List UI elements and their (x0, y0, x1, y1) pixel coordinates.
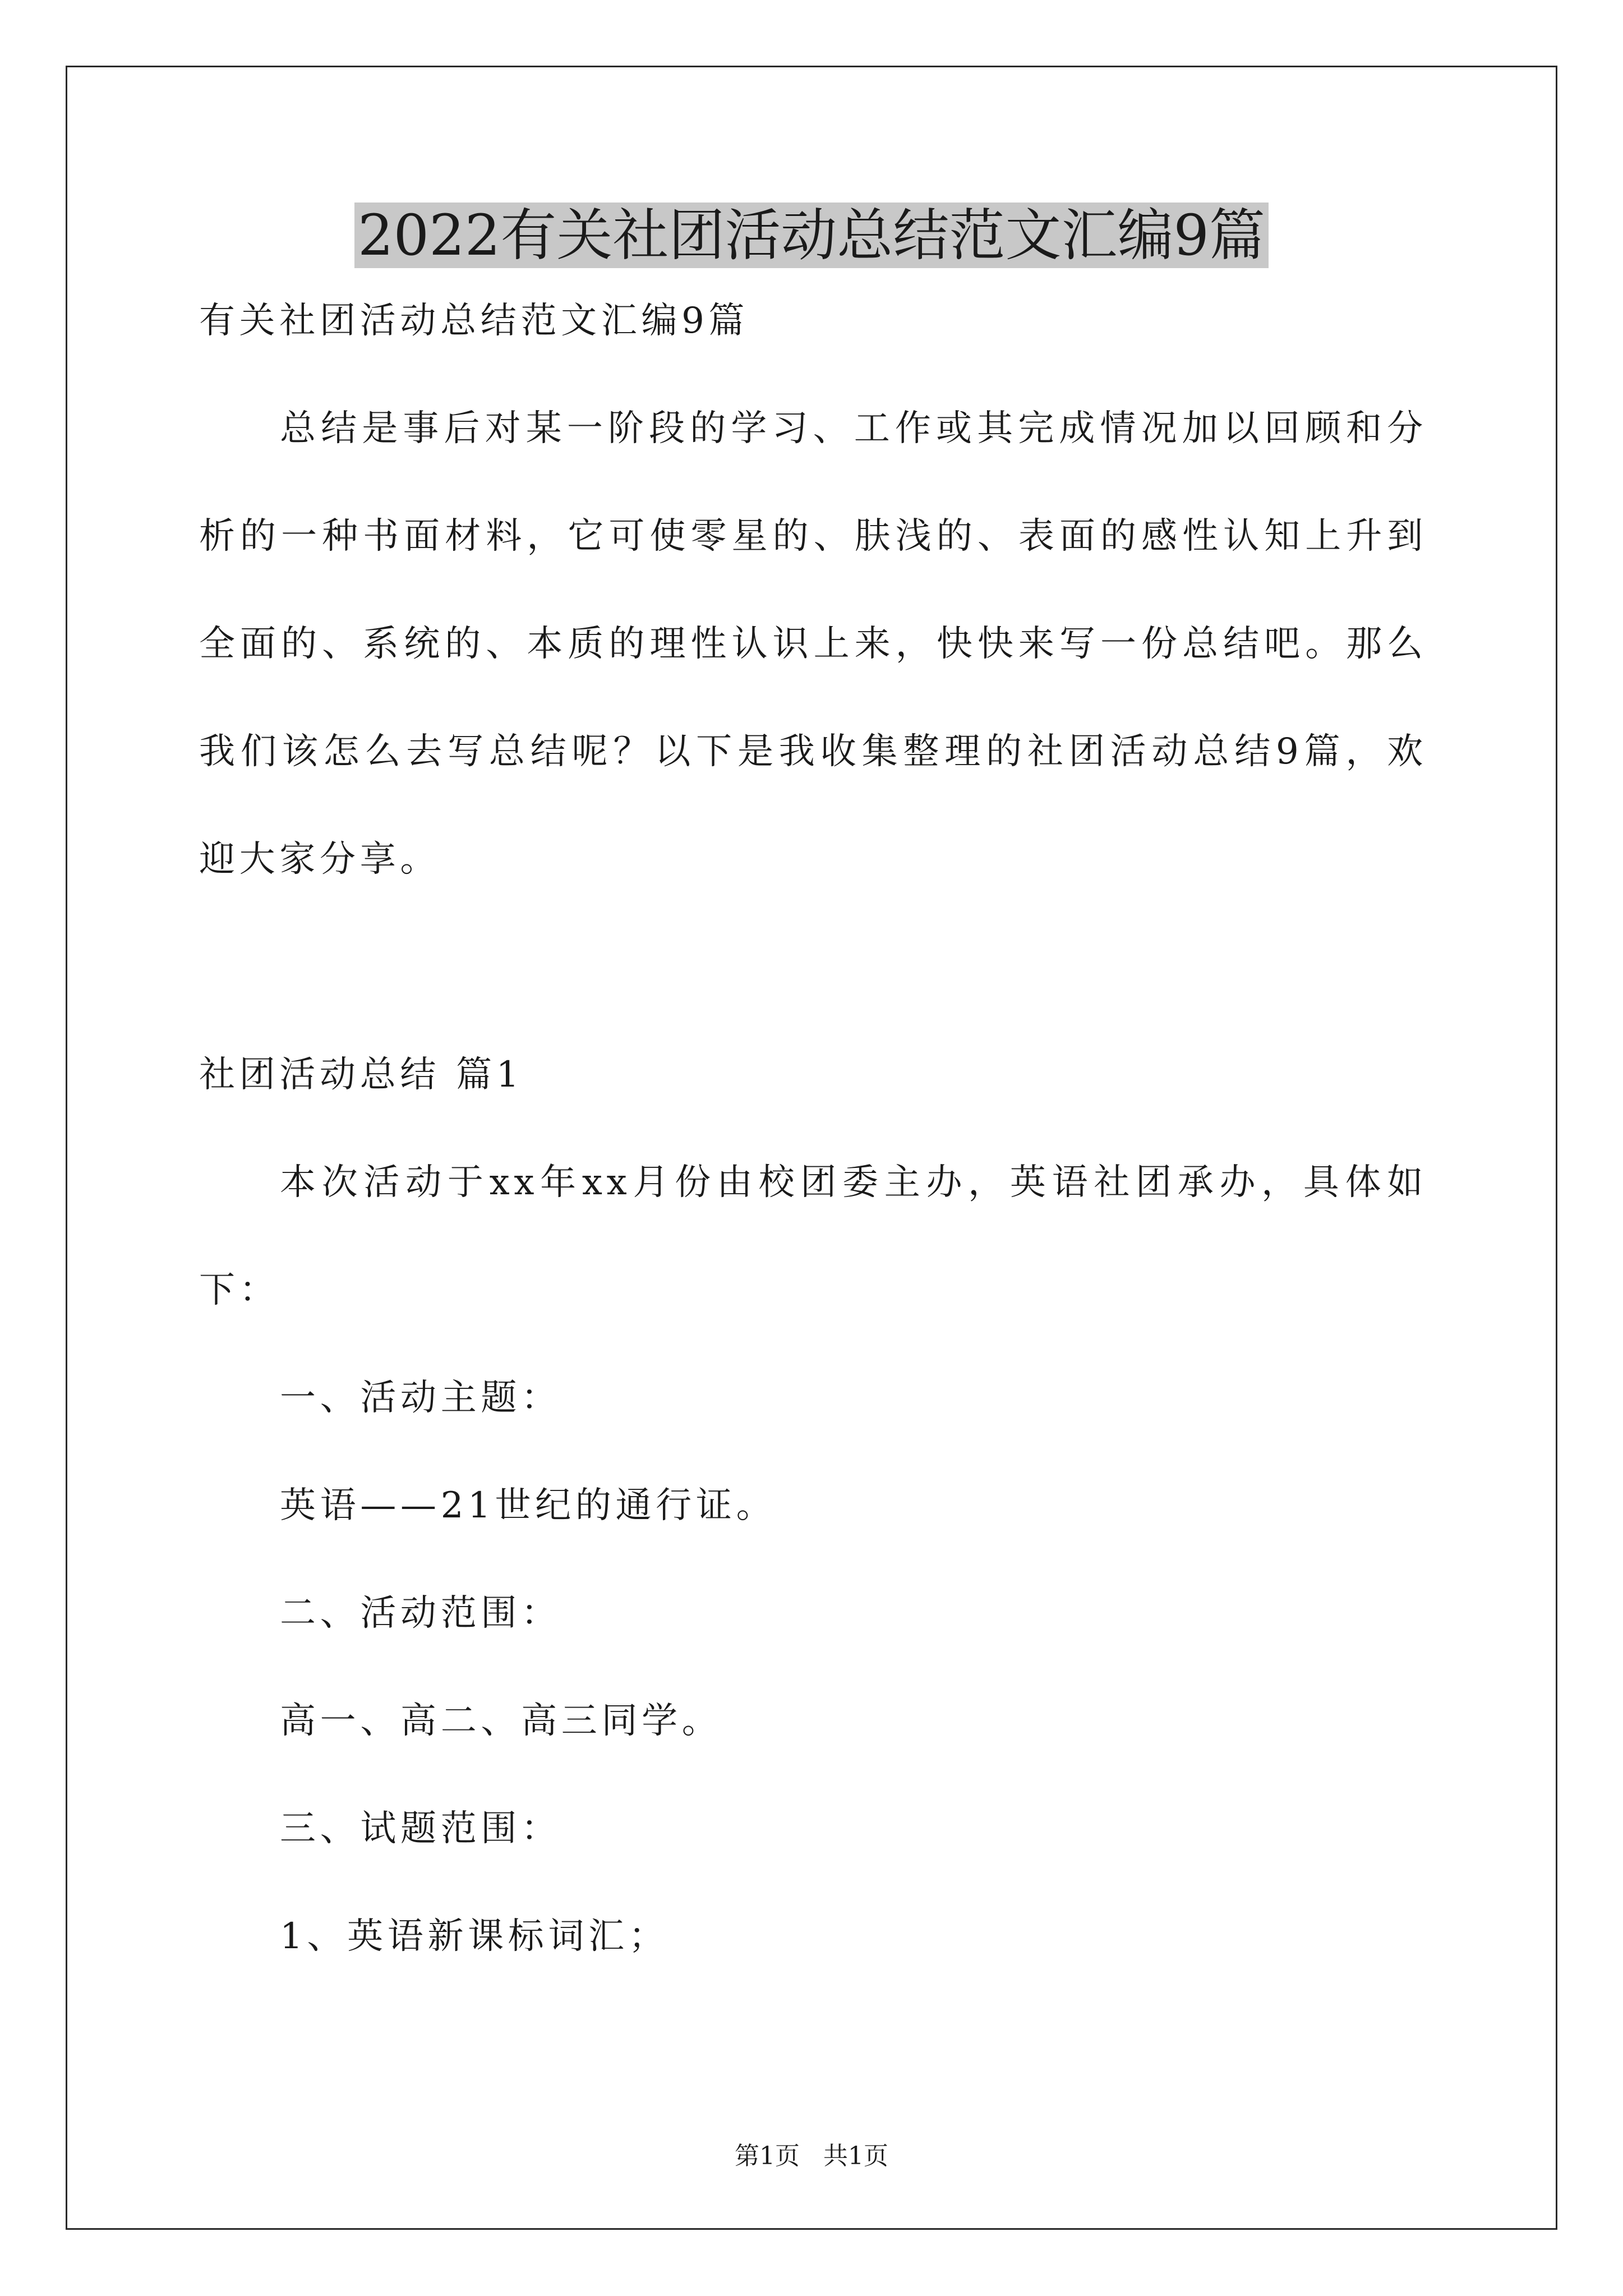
document-title-text: 2022有关社团活动总结范文汇编9篇 (354, 203, 1269, 268)
list-item-theme: 英语——21世纪的通行证。 (280, 1485, 777, 1526)
section-gap (199, 949, 1427, 1057)
document-title (0, 196, 1623, 275)
list-item-exam-vocab: 1、英语新课标词汇； (280, 1916, 669, 1957)
section-heading: 社团活动总结 篇1 (199, 1054, 524, 1096)
intro-paragraph: 总结是事后对某一阶段的学习、工作或其完成情况加以回顾和分析的一种书面材料，它可使零星的、肤浅的、表面的感性认知上升到全面的、系统的、本质的理性认识上来，快快来写一份总结吧。那么我们该怎么去写总结呢？以下是我收集整理的社团活动总结9篇，欢迎大家分享。 (199, 408, 1427, 880)
list-item-scope-heading: 二、活动范围： (280, 1593, 561, 1634)
list-item-exam-heading: 三、试题范围： (280, 1808, 561, 1849)
list-item-theme-heading: 一、活动主题： (280, 1377, 561, 1419)
page-footer: 第1页 共1页 (735, 2142, 888, 2170)
section-paragraph: 本次活动于xx年xx月份由校团委主办，英语社团承办，具体如下： (199, 1162, 1427, 1311)
document-body (199, 300, 1427, 2026)
list-item-scope: 高一、高二、高三同学。 (280, 1700, 722, 1742)
document-subtitle: 有关社团活动总结范文汇编9篇 (199, 300, 749, 342)
